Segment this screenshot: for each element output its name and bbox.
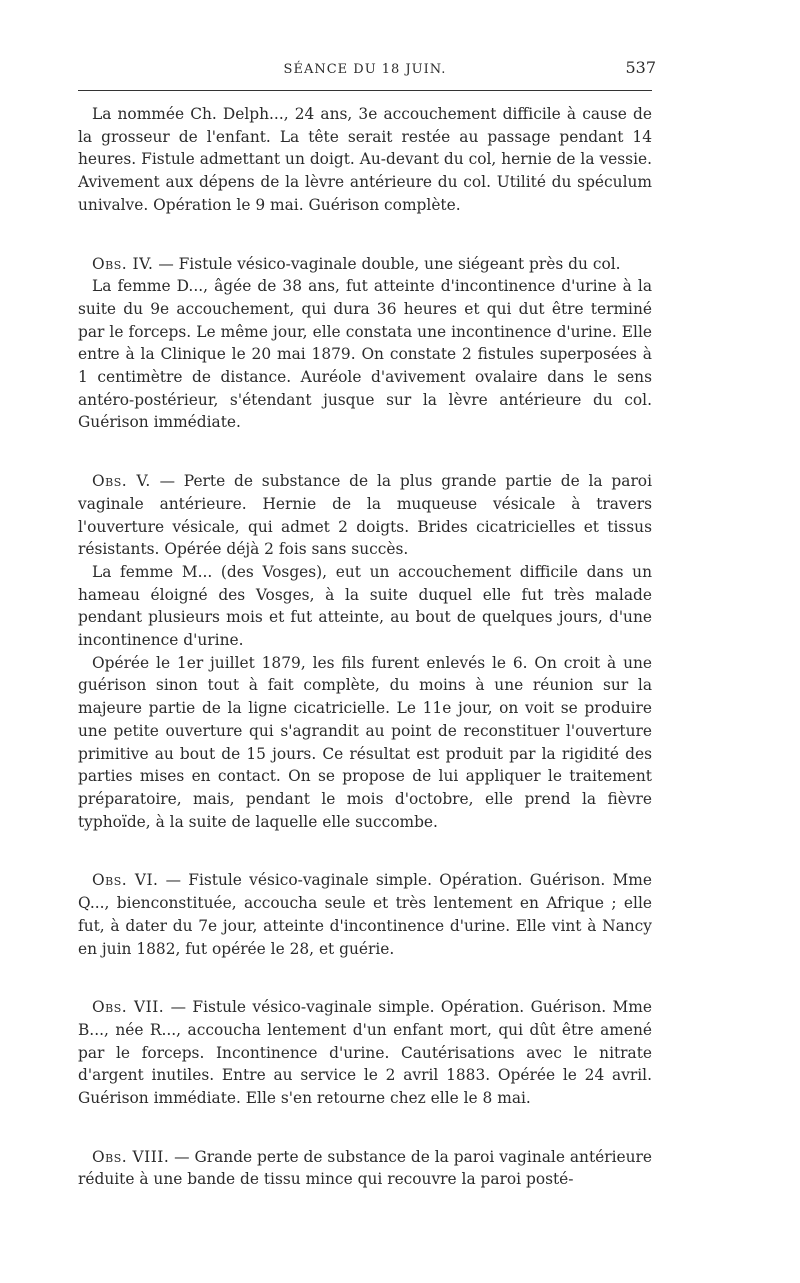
obs-4-label: Obs. IV. bbox=[92, 254, 154, 273]
page-number: 537 bbox=[625, 58, 656, 77]
obs-4-heading bbox=[78, 253, 652, 276]
obs-8-heading bbox=[78, 1146, 652, 1191]
obs-5-label: Obs. V. bbox=[92, 472, 151, 491]
obs-7-label: Obs. VII. bbox=[92, 998, 165, 1017]
obs-7-text: — Fistule vésico-vaginale simple. Opération. Guérison. Mme B..., née R..., accoucha lentement d'un enfant mort, qui dût être amené par le forceps. Incontinence d'urine. Cautérisations avec le nitrate d'argent inutiles. Entre au service le 2 avril 1883. Opérée le 24 avril. Guérison immédiate. Elle s'en retourne chez elle le 8 mai. bbox=[78, 998, 652, 1108]
obs-6-text: — Fistule vésico-vaginale simple. Opération. Guérison. Mme Q..., bienconstituée, accoucha seule et très lentement en Afrique ; elle fut, à dater du 7e jour, atteinte d'incontinence d'urine. Elle vint à Nancy en juin 1882, fut opérée le 28, et guérie. bbox=[78, 871, 653, 958]
obs-5-heading bbox=[78, 470, 652, 561]
obs-6-label: Obs. VI. bbox=[92, 871, 159, 890]
obs-5-title: — Perte de substance de la plus grande partie de la paroi vaginale antérieure. Hernie de la muqueuse vésicale à travers l'ouverture vésicale, qui admet 2 doigts. Brides cicatricielles et tissus résistants. Opérée déjà 2 fois sans succès. bbox=[78, 472, 652, 559]
running-head bbox=[78, 50, 656, 91]
obs-8-text: — Grande perte de substance de la paroi vaginale antérieure réduite à une bande de tissu mince qui recouvre la paroi posté- bbox=[78, 1147, 652, 1189]
page bbox=[78, 0, 656, 1191]
obs-4-title: — Fistule vésico-vaginale double, une siégeant près du col. bbox=[153, 254, 621, 273]
obs-6-heading bbox=[78, 869, 652, 960]
paragraph-obs3-continuation: La nommée Ch. Delph..., 24 ans, 3e accouchement difficile à cause de la grosseur de l'enfant. La tête serait restée au passage pendant 14 heures. Fistule admettant un doigt. Au-devant du col, hernie de la vessie. Avivement aux dépens de la lèvre antérieure du col. Utilité du spéculum univalve. Opération le 9 mai. Guérison complète. bbox=[78, 105, 652, 214]
obs-4-paragraph: La femme D..., âgée de 38 ans, fut atteinte d'incontinence d'urine à la suite du 9e accouchement, qui dura 36 heures et qui dut être terminé par le forceps. Le même jour, elle constata une incontinence d'urine. Elle entre à la Clinique le 20 mai 1879. On constate 2 fistules superposées à 1 centimètre de distance. Auréole d'avivement ovalaire dans le sens antéro-postérieur, s'étendant jusque sur la lèvre antérieure du col. Guérison immédiate. bbox=[78, 277, 652, 432]
obs-7-heading bbox=[78, 996, 652, 1110]
obs-5-paragraph-1: La femme M... (des Vosges), eut un accouchement difficile dans un hameau éloigné des Vosges, à la suite duquel elle fut très malade pendant plusieurs mois et fut atteinte, au bout de quelques jours, d'une incontinence d'urine. bbox=[78, 562, 652, 650]
body-text bbox=[78, 103, 652, 1191]
running-title: SÉANCE DU 18 JUIN. bbox=[283, 62, 447, 77]
obs-5-paragraph-2: Opérée le 1er juillet 1879, les fils furent enlevés le 6. On croit à une guérison sinon tout à fait complète, du moins à une réunion sur la majeure partie de la ligne cicatricielle. Le 11e jour, on voit se produire une petite ouverture qui s'agrandit au point de reconstituer l'ouverture primitive au bout de 15 jours. Ce résultat est produit par la rigidité des parties mises en contact. On se propose de lui appliquer le traitement préparatoire, mais, pendant le mois d'octobre, elle prend la fièvre typhoïde, à la suite de laquelle elle succombe. bbox=[78, 653, 652, 831]
obs-8-label: Obs. VIII. bbox=[92, 1147, 170, 1166]
